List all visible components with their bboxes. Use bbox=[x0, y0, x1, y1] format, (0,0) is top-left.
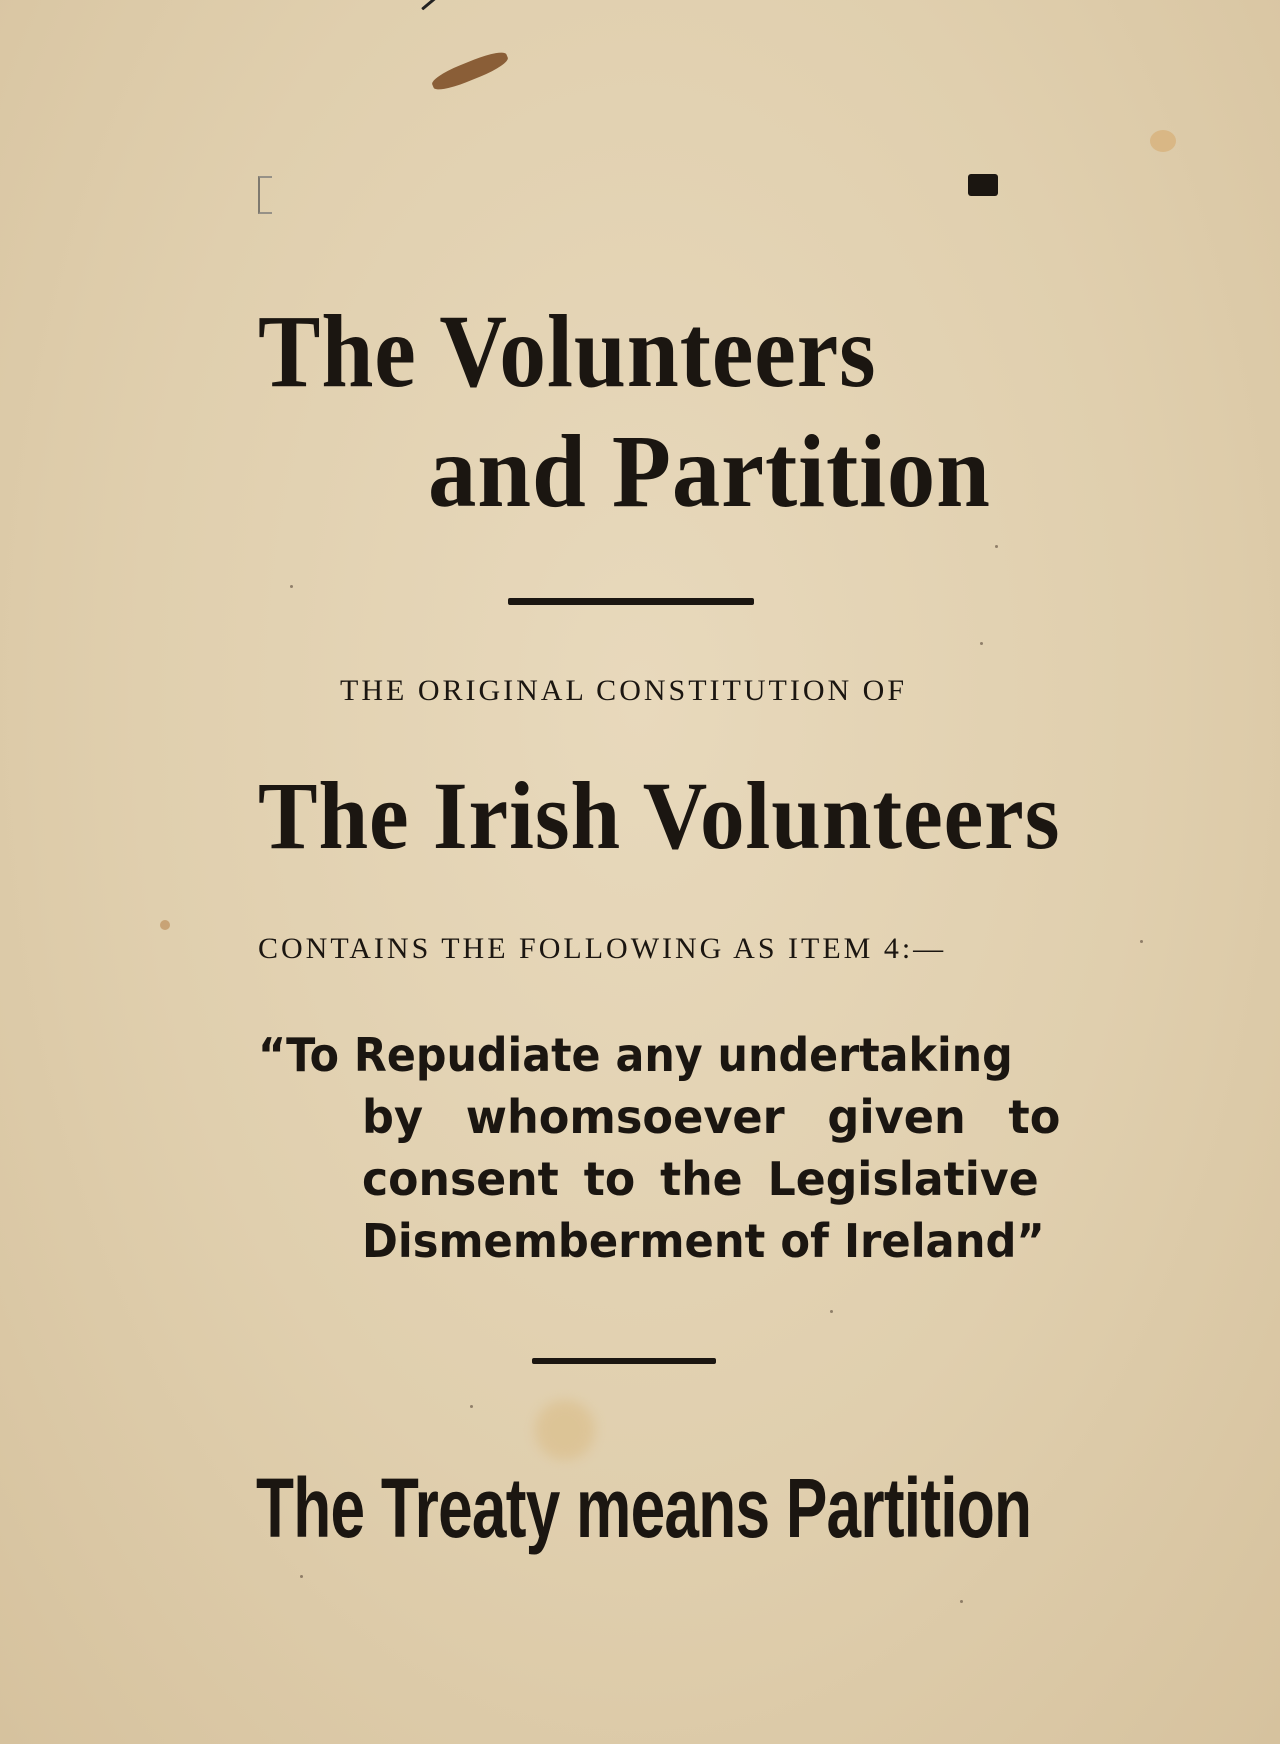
paper-fleck bbox=[470, 1405, 473, 1408]
title-line-2: and Partition bbox=[428, 414, 991, 529]
paper-fleck bbox=[830, 1310, 833, 1313]
organization-name: The Irish Volunteers bbox=[258, 762, 1061, 869]
paper-fleck bbox=[1140, 940, 1143, 943]
paper-fleck bbox=[300, 1575, 303, 1578]
paper-stain-center bbox=[535, 1400, 595, 1460]
paper-fleck bbox=[960, 1600, 963, 1603]
quote-line-4: Dismemberment of Ireland” bbox=[362, 1214, 1045, 1268]
registration-mark-left bbox=[258, 176, 272, 214]
quote-line-2: by whomsoever given to bbox=[362, 1090, 1061, 1144]
quote-line-1: “To Repudiate any undertaking bbox=[258, 1028, 1013, 1082]
contains-line: CONTAINS THE FOLLOWING AS ITEM 4:— bbox=[258, 932, 947, 965]
paper-fleck bbox=[980, 642, 983, 645]
paper-fleck bbox=[995, 545, 998, 548]
registration-mark-right bbox=[968, 174, 998, 196]
paper-stain bbox=[1150, 130, 1176, 152]
ink-stain bbox=[430, 48, 511, 95]
subtitle: THE ORIGINAL CONSTITUTION OF bbox=[340, 674, 908, 707]
paper-fleck bbox=[290, 585, 293, 588]
quote-line-3: consent to the Legislative bbox=[362, 1152, 1039, 1206]
divider-rule-bottom bbox=[532, 1358, 716, 1364]
ink-mark bbox=[421, 0, 437, 10]
paper-speck bbox=[160, 920, 170, 930]
divider-rule-top bbox=[508, 598, 754, 605]
title-line-1: The Volunteers bbox=[258, 294, 877, 409]
slogan: The Treaty means Partition bbox=[256, 1461, 1032, 1555]
